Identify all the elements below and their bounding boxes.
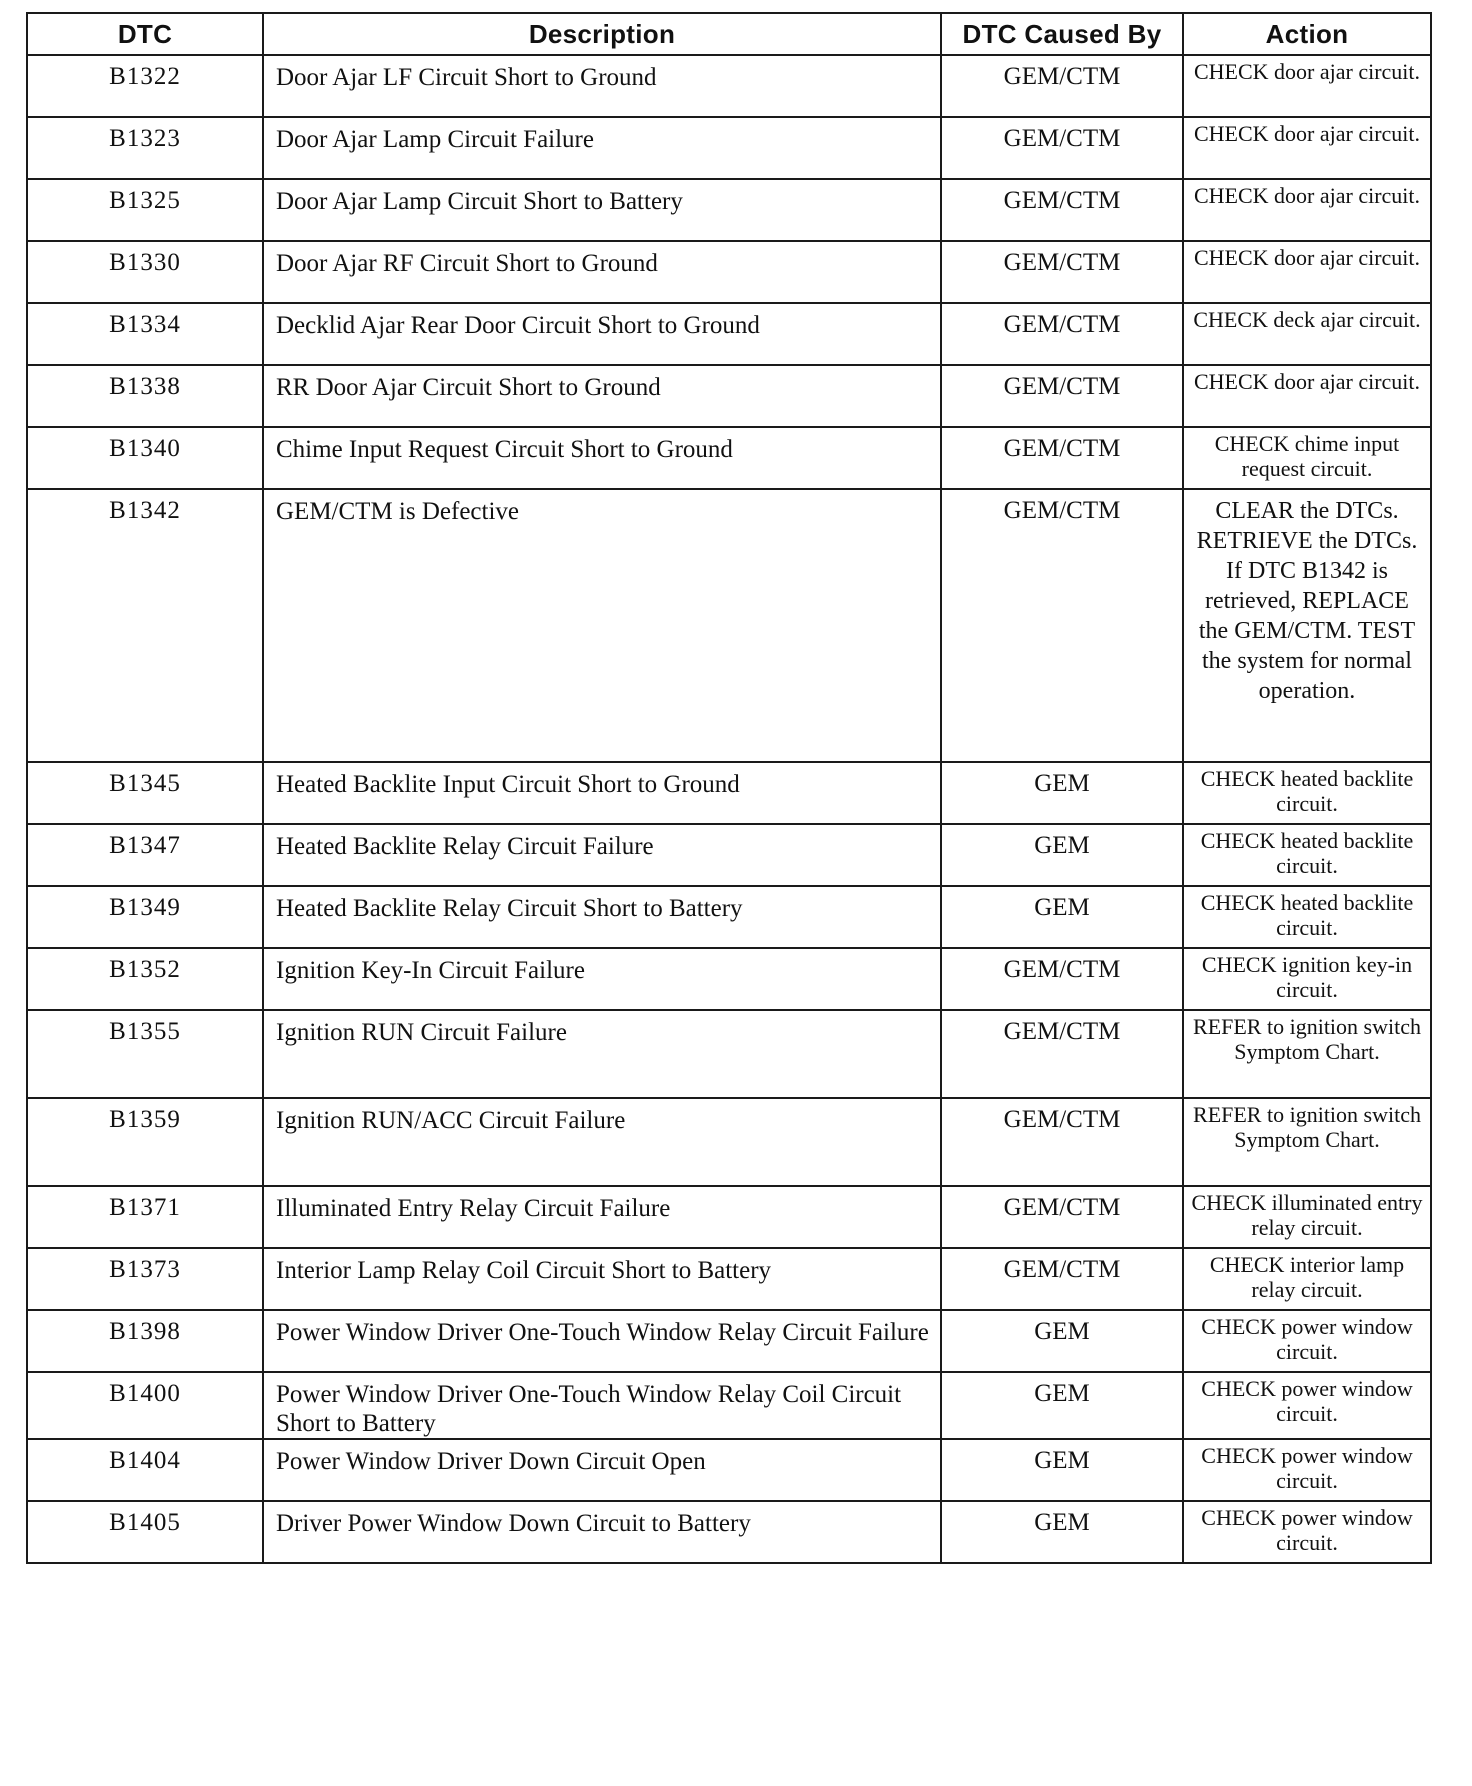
dtc-code: B1338 <box>27 365 263 427</box>
dtc-caused-by: GEM/CTM <box>941 1248 1183 1310</box>
dtc-description: Heated Backlite Input Circuit Short to Ground <box>263 762 941 824</box>
table-row <box>27 1439 1431 1501</box>
table-row <box>27 762 1431 824</box>
table-row <box>27 241 1431 303</box>
dtc-description: Heated Backlite Relay Circuit Failure <box>263 824 941 886</box>
dtc-caused-by: GEM/CTM <box>941 303 1183 365</box>
dtc-action: CLEAR the DTCs. RETRIEVE the DTCs. If DTC B1342 is retrieved, REPLACE the GEM/CTM. TEST the system for normal operation. <box>1183 489 1431 762</box>
dtc-caused-by: GEM <box>941 1439 1183 1501</box>
dtc-caused-by: GEM/CTM <box>941 1098 1183 1186</box>
dtc-caused-by: GEM/CTM <box>941 179 1183 241</box>
dtc-caused-by: GEM/CTM <box>941 489 1183 762</box>
dtc-description: RR Door Ajar Circuit Short to Ground <box>263 365 941 427</box>
dtc-caused-by: GEM <box>941 886 1183 948</box>
dtc-code: B1322 <box>27 55 263 117</box>
header-action: Action <box>1183 13 1431 55</box>
dtc-action: CHECK ignition key-in circuit. <box>1183 948 1431 1010</box>
dtc-description: Door Ajar Lamp Circuit Failure <box>263 117 941 179</box>
table-row <box>27 1372 1431 1439</box>
dtc-action: CHECK power window circuit. <box>1183 1310 1431 1372</box>
dtc-caused-by: GEM <box>941 1501 1183 1563</box>
dtc-caused-by: GEM/CTM <box>941 1010 1183 1098</box>
dtc-description: GEM/CTM is Defective <box>263 489 941 762</box>
dtc-table <box>26 12 1432 1564</box>
header-description: Description <box>263 13 941 55</box>
dtc-action: CHECK power window circuit. <box>1183 1372 1431 1439</box>
table-row <box>27 179 1431 241</box>
table-row <box>27 1098 1431 1186</box>
table-row <box>27 55 1431 117</box>
dtc-action: CHECK illuminated entry relay circuit. <box>1183 1186 1431 1248</box>
dtc-action: CHECK power window circuit. <box>1183 1501 1431 1563</box>
dtc-code: B1347 <box>27 824 263 886</box>
dtc-action: REFER to ignition switch Symptom Chart. <box>1183 1010 1431 1098</box>
dtc-code: B1330 <box>27 241 263 303</box>
table-row <box>27 365 1431 427</box>
dtc-description: Door Ajar Lamp Circuit Short to Battery <box>263 179 941 241</box>
dtc-code: B1404 <box>27 1439 263 1501</box>
dtc-code: B1345 <box>27 762 263 824</box>
dtc-description: Ignition Key-In Circuit Failure <box>263 948 941 1010</box>
dtc-code: B1405 <box>27 1501 263 1563</box>
dtc-description: Illuminated Entry Relay Circuit Failure <box>263 1186 941 1248</box>
dtc-code: B1352 <box>27 948 263 1010</box>
dtc-code: B1398 <box>27 1310 263 1372</box>
dtc-action: CHECK chime input request circuit. <box>1183 427 1431 489</box>
table-row <box>27 1310 1431 1372</box>
dtc-caused-by: GEM/CTM <box>941 1186 1183 1248</box>
dtc-caused-by: GEM <box>941 1372 1183 1439</box>
dtc-action: CHECK door ajar circuit. <box>1183 365 1431 427</box>
dtc-caused-by: GEM <box>941 1310 1183 1372</box>
dtc-action: CHECK deck ajar circuit. <box>1183 303 1431 365</box>
dtc-action: CHECK interior lamp relay circuit. <box>1183 1248 1431 1310</box>
dtc-description: Driver Power Window Down Circuit to Battery <box>263 1501 941 1563</box>
dtc-description: Door Ajar LF Circuit Short to Ground <box>263 55 941 117</box>
dtc-action: CHECK heated backlite circuit. <box>1183 762 1431 824</box>
dtc-action: CHECK door ajar circuit. <box>1183 55 1431 117</box>
dtc-action: CHECK power window circuit. <box>1183 1439 1431 1501</box>
dtc-description: Power Window Driver One-Touch Window Relay Circuit Failure <box>263 1310 941 1372</box>
dtc-code: B1371 <box>27 1186 263 1248</box>
dtc-caused-by: GEM <box>941 762 1183 824</box>
dtc-code: B1325 <box>27 179 263 241</box>
dtc-action: CHECK door ajar circuit. <box>1183 241 1431 303</box>
header-dtc: DTC <box>27 13 263 55</box>
header-caused-by: DTC Caused By <box>941 13 1183 55</box>
dtc-description: Ignition RUN Circuit Failure <box>263 1010 941 1098</box>
dtc-action: CHECK heated backlite circuit. <box>1183 886 1431 948</box>
dtc-description: Ignition RUN/ACC Circuit Failure <box>263 1098 941 1186</box>
dtc-description: Interior Lamp Relay Coil Circuit Short to Battery <box>263 1248 941 1310</box>
dtc-description: Door Ajar RF Circuit Short to Ground <box>263 241 941 303</box>
dtc-code: B1323 <box>27 117 263 179</box>
table-row <box>27 489 1431 762</box>
dtc-caused-by: GEM/CTM <box>941 241 1183 303</box>
dtc-code: B1359 <box>27 1098 263 1186</box>
dtc-caused-by: GEM/CTM <box>941 55 1183 117</box>
table-row <box>27 303 1431 365</box>
table-row <box>27 1501 1431 1563</box>
dtc-description: Chime Input Request Circuit Short to Ground <box>263 427 941 489</box>
dtc-code: B1349 <box>27 886 263 948</box>
table-row <box>27 948 1431 1010</box>
table-body <box>27 55 1431 1563</box>
dtc-action: CHECK heated backlite circuit. <box>1183 824 1431 886</box>
dtc-caused-by: GEM/CTM <box>941 117 1183 179</box>
dtc-description: Power Window Driver Down Circuit Open <box>263 1439 941 1501</box>
table-header-row <box>27 13 1431 55</box>
dtc-code: B1355 <box>27 1010 263 1098</box>
dtc-code: B1400 <box>27 1372 263 1439</box>
table-row <box>27 886 1431 948</box>
dtc-caused-by: GEM <box>941 824 1183 886</box>
dtc-action: CHECK door ajar circuit. <box>1183 179 1431 241</box>
dtc-caused-by: GEM/CTM <box>941 427 1183 489</box>
dtc-caused-by: GEM/CTM <box>941 365 1183 427</box>
dtc-description: Heated Backlite Relay Circuit Short to Battery <box>263 886 941 948</box>
dtc-code: B1373 <box>27 1248 263 1310</box>
dtc-action: CHECK door ajar circuit. <box>1183 117 1431 179</box>
dtc-code: B1334 <box>27 303 263 365</box>
table-row <box>27 1010 1431 1098</box>
dtc-code: B1342 <box>27 489 263 762</box>
dtc-description: Decklid Ajar Rear Door Circuit Short to Ground <box>263 303 941 365</box>
table-row <box>27 1248 1431 1310</box>
table-row <box>27 824 1431 886</box>
dtc-description: Power Window Driver One-Touch Window Relay Coil Circuit Short to Battery <box>263 1372 941 1439</box>
table-row <box>27 117 1431 179</box>
dtc-action: REFER to ignition switch Symptom Chart. <box>1183 1098 1431 1186</box>
dtc-code: B1340 <box>27 427 263 489</box>
dtc-caused-by: GEM/CTM <box>941 948 1183 1010</box>
table-row <box>27 427 1431 489</box>
table-row <box>27 1186 1431 1248</box>
